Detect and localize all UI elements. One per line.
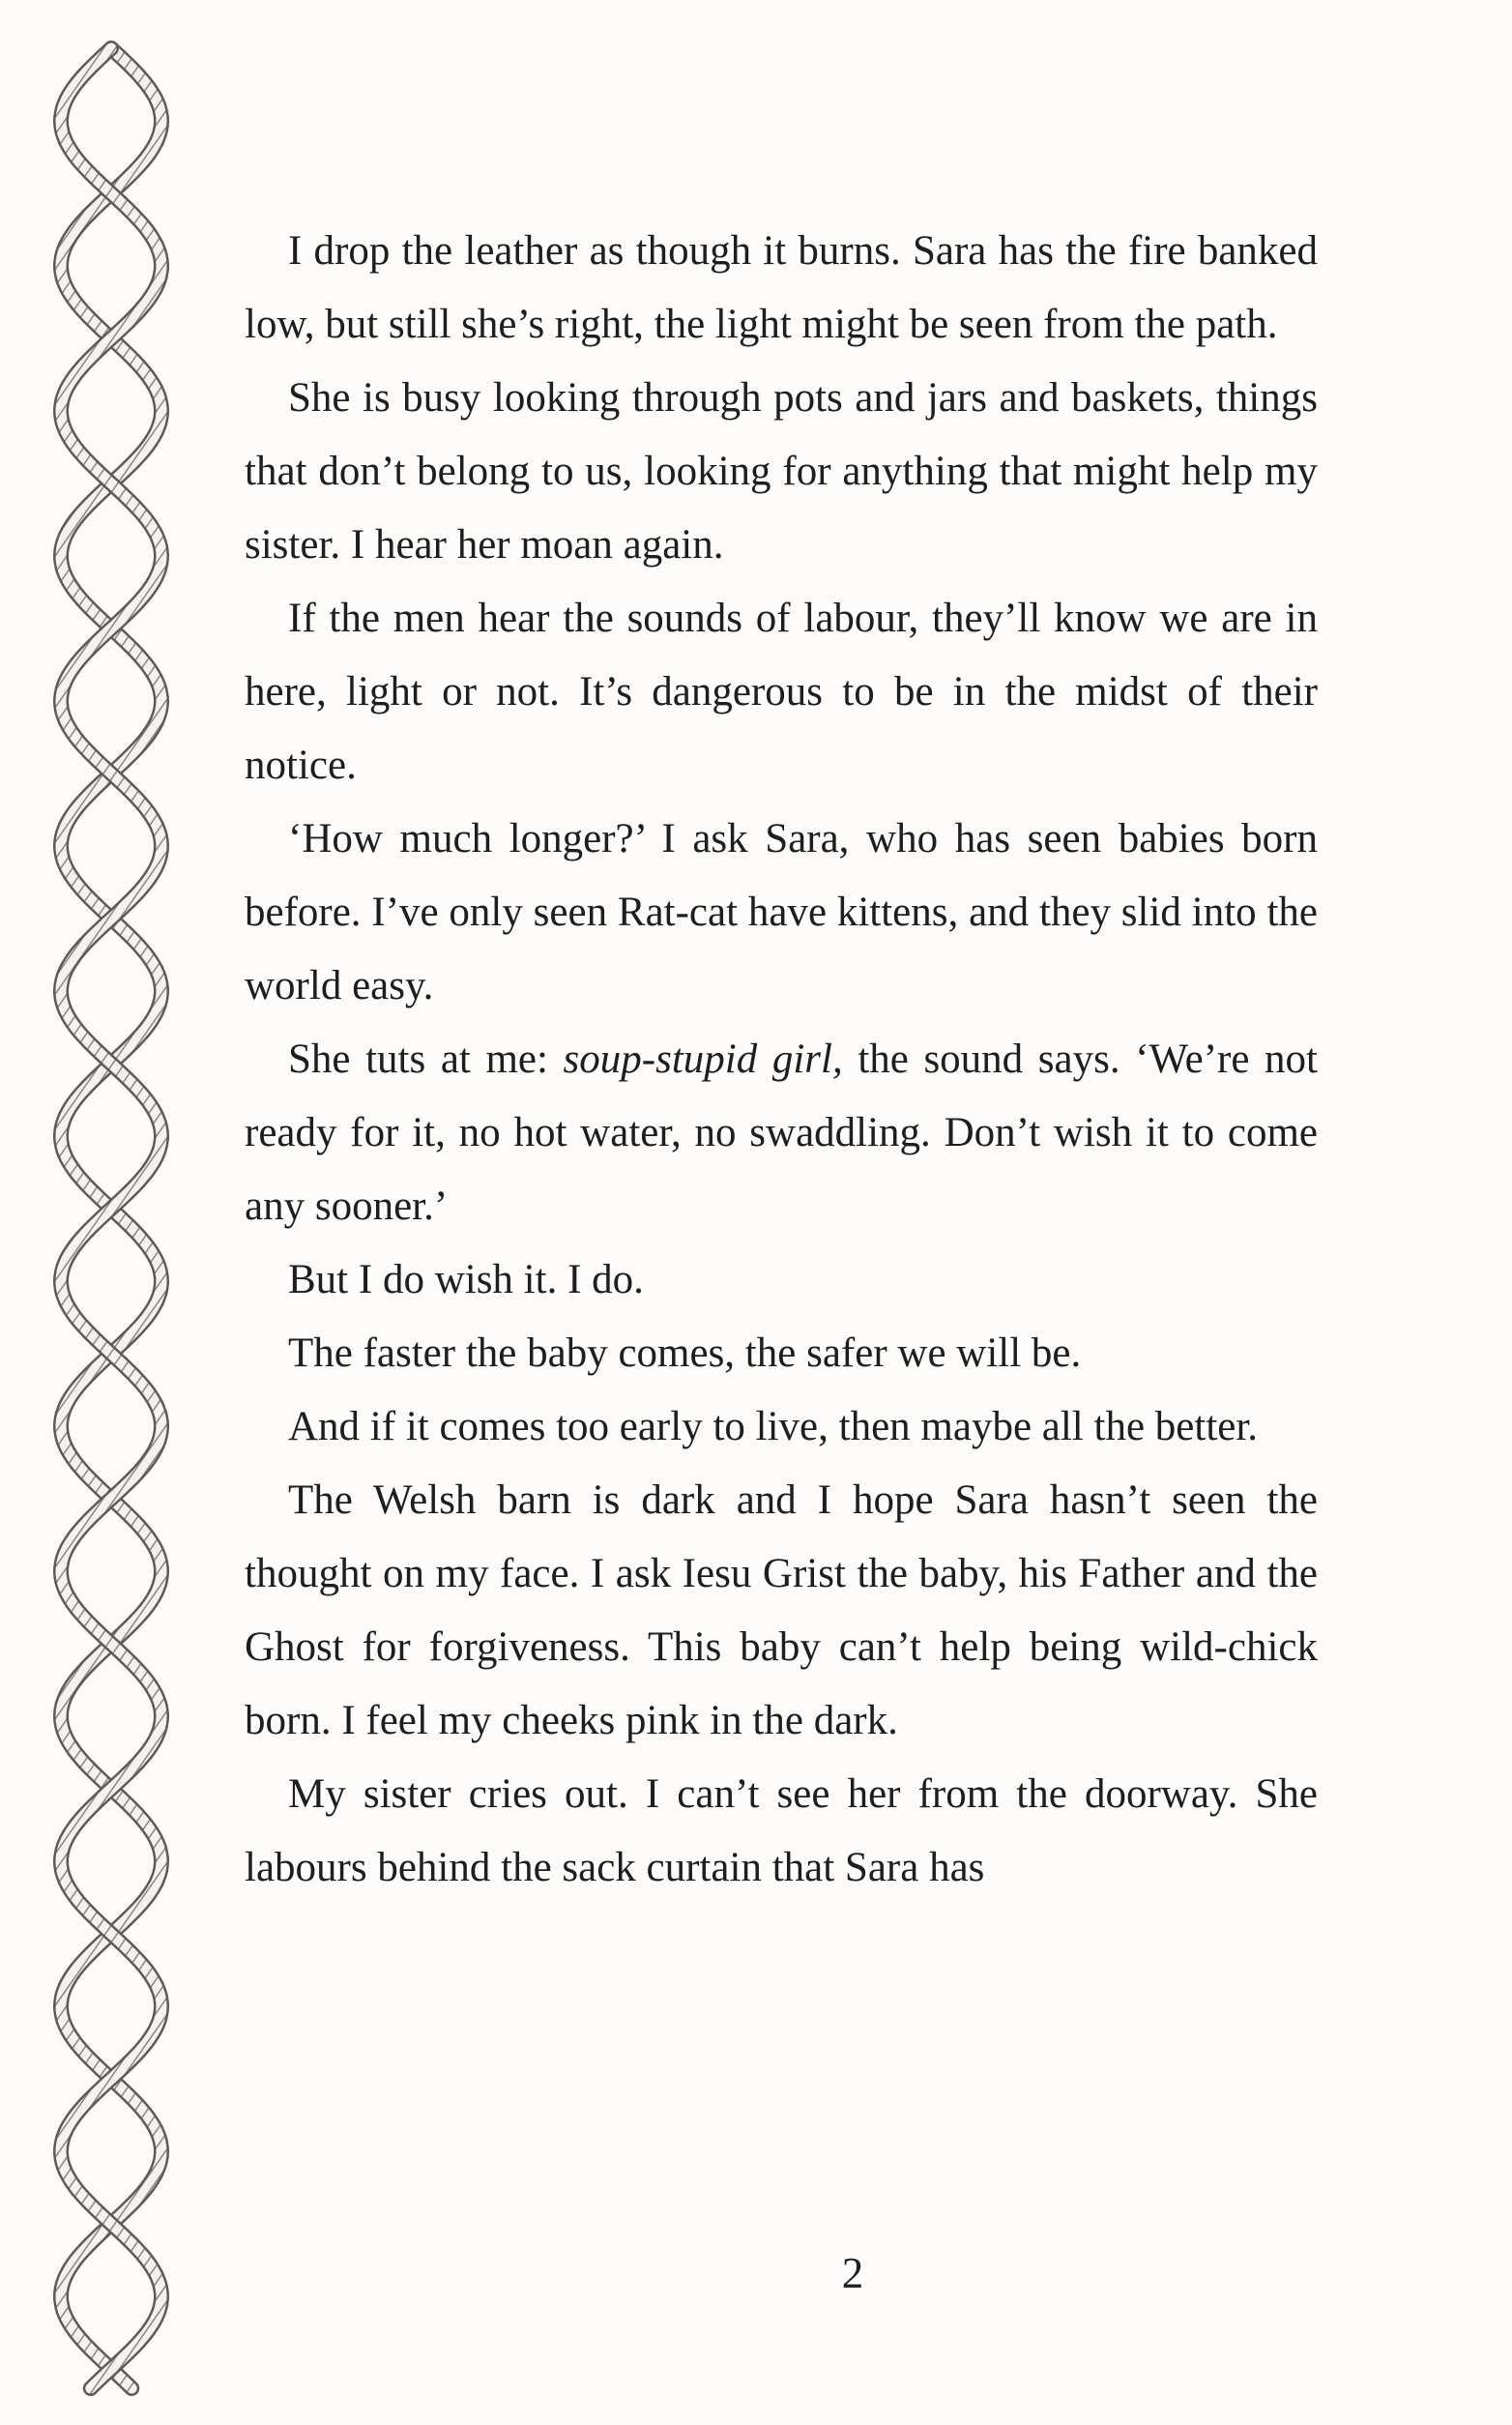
- paragraph: If the men hear the sounds of labour, they’ll know we are in here, light or not. It’s dangerous to be in the midst of their notice.: [245, 596, 1318, 788]
- paragraph: The faster the baby comes, the safer we will be.: [288, 1330, 1082, 1376]
- italic-phrase: soup-stupid girl,: [563, 1037, 843, 1082]
- paragraph: I drop the leather as though it burns. Sara has the fire banked low, but still she’s right, the light might be seen from the path.: [245, 228, 1318, 347]
- text-run: She tuts at me:: [288, 1037, 564, 1082]
- braided-rope-border: [39, 39, 184, 2398]
- paragraph: The Welsh barn is dark and I hope Sara hasn’t seen the thought on my face. I ask Iesu Grist the baby, his Father and the Ghost for forgiveness. This baby can’t help being wild-chick born. I feel my cheeks pink in the dark.: [245, 1477, 1318, 1743]
- paragraph: [245, 1023, 1318, 1243]
- paragraph: She is busy looking through pots and jars and baskets, things that don’t belong to us, looking for anything that might help my sister. I hear her moan again.: [245, 375, 1318, 568]
- page-number: 2: [841, 2249, 864, 2297]
- paragraph: But I do wish it. I do.: [288, 1257, 644, 1302]
- rope-ornament-icon: [39, 39, 184, 2398]
- paragraph: ‘How much longer?’ I ask Sara, who has seen babies born before. I’ve only seen Rat-cat have kittens, and they slid into the world easy.: [245, 816, 1318, 1008]
- body-text: [245, 215, 1318, 1905]
- paragraph: My sister cries out. I can’t see her from the doorway. She labours behind the sack curtain that Sara has: [245, 1771, 1318, 1890]
- paragraph: And if it comes too early to live, then maybe all the better.: [288, 1404, 1259, 1449]
- text-run: the sound says. ‘We’re not ready for it, no hot water, no swaddling. Don’t wish it to come any sooner.’: [245, 1037, 1319, 1229]
